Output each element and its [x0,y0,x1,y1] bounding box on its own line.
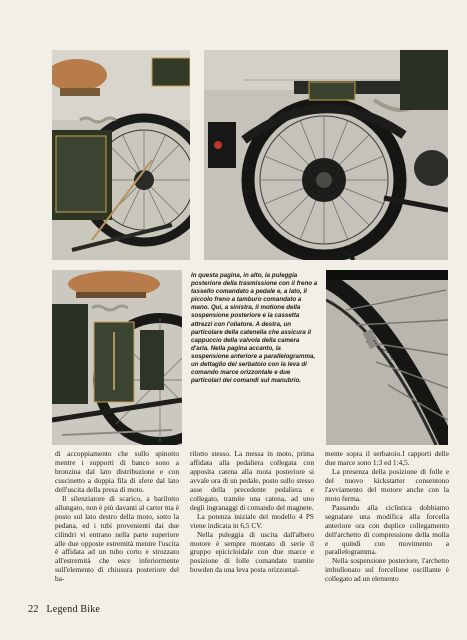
paragraph: Passando alla ciclistica dobbiamo segnalare una modifica alla forcella anteriore ora con duplice collegamento dell'archetto di compressione della molla e quindi con movimento a parallelogramma. [325,502,449,557]
photo-rear-wheel [204,50,448,260]
paragraph: Nella sospensione posteriore, l'archetto imbullonato sul forcellone oscillante è collegato ad un elemento [325,556,449,584]
page-footer [28,604,100,615]
photo-toolbox-oiler [52,270,182,445]
caption-text: In questa pagina, in alto, la puleggia posteriore della trasmissione con il freno a tassello comandato a pedale e, a lato, il piccolo freno a tamburo comandato a mano. Qui, a sinistra, il motione della sospensione posteriore e la cassetta attrezzi con l'oliatore. A destra, un particolare della catenella che assicura il cappuccio della valvola della camera d'aria. Nella pagina accanto, la sospensione anteriore a parallelogramma, un dettaglio del serbatoio con la leva di comando marce orizzontale e due particolari dei comandi sul manubrio. [191,272,318,385]
text-column-2 [190,450,314,575]
paragraph: di accoppiamento che sullo spinotto mentre i supporti di banco sono a bronzina dal lato distribuzione e con cuscinetto a doppia fila di sfere dal lato dell'uscita della presa di moto. [55,449,179,494]
paragraph: Nella puleggia di uscita dall'albero motore è sempre montato di serie il gruppo epicicloidale con due marce e posizione di folle comandate tramite bowden da una leva posta orizzontal- [190,529,314,575]
photo-valve-cap-chain [326,270,448,445]
paragraph: Il silenziatore di scarico, a barilotto allungato, non è più davanti al carter ma è posto sul lato destro della moto, sotto la pedana, ed i tubi provenienti dai due cilindri vi entrano nella parte superiore alle due opposte estremità mentre l'uscita è affidata ad un tubo corto e strozzato all'estremità che esce inferiormente sull'elemento di chiusura posteriore del ba- [55,493,179,584]
photo-rear-suspension-detail [52,50,190,260]
page-number: 22 [28,604,39,615]
paragraph: mente sopra il serbatoio.I rapporti delle due marce sono 1:3 ed 1:4,5. [325,449,449,467]
text-column-1 [55,450,179,584]
paragraph: La potenza iniziale del modello 4 PS viene indicata in 6,5 CV. [190,511,314,530]
text-column-3 [325,450,449,584]
magazine-name: Legend Bike [46,604,101,615]
photo-caption [191,272,319,385]
paragraph: rilotto stesso. La messa in moto, prima affidata alla pedaliera collegata con apposita catena alla ruota posteriore si avvale ora di un pedale, posto sullo stesso asse della precedente pedaliera e collegato, tramite una catena, ad uno degli ingranaggi di comando del magnete. [190,449,314,512]
paragraph: La presenza della posizione di folle e del nuovo kickstarter consentono l'avviamento del motore anche con la moto ferma. [325,466,449,503]
